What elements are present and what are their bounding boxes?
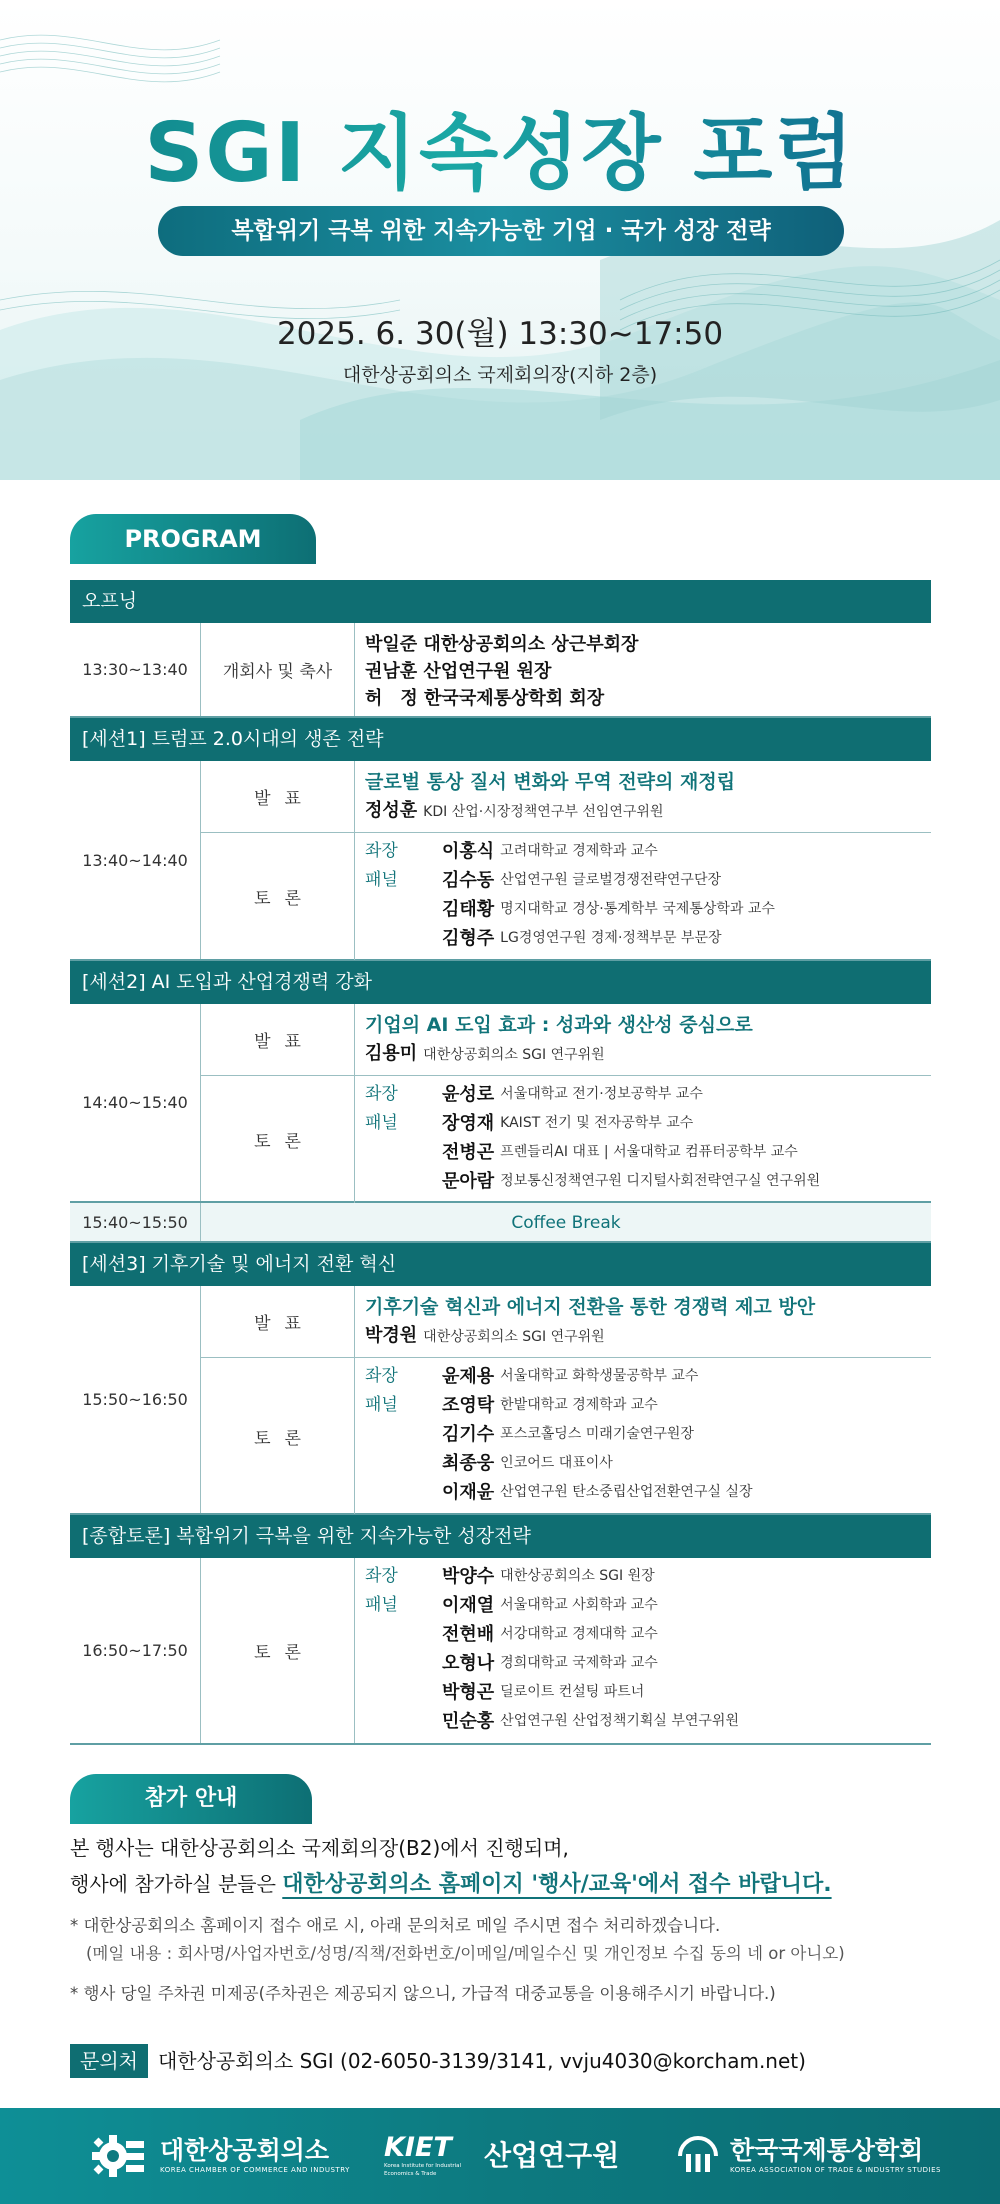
time-cell: 13:40~14:40	[70, 761, 201, 959]
program-tab: PROGRAM	[70, 514, 316, 564]
section-header-session1: [세션1] 트럼프 2.0시대의 생존 전략	[70, 718, 931, 761]
panel-member: 패널 김수동 산업연구원 글로벌경쟁전략연구단장	[365, 866, 921, 895]
section-header-session3: [세션3] 기후기술 및 에너지 전환 혁신	[70, 1243, 931, 1286]
panel-member: 좌장 윤성로 서울대학교 전기·정보공학부 교수	[365, 1080, 921, 1109]
presenter-name: 김용미	[365, 1043, 418, 1064]
panel-role: 패널	[365, 1395, 398, 1415]
presenter-affiliation: 대한상공회의소 SGI 연구위원	[423, 1329, 605, 1345]
panel-member: 좌장 이홍식 고려대학교 경제학과 교수	[365, 837, 921, 866]
time-cell: 16:50~17:50	[70, 1558, 201, 1743]
type-cell: 발표	[201, 761, 355, 832]
presenter-affiliation: 대한상공회의소 SGI 연구위원	[423, 1047, 605, 1063]
opening-speaker: 박일준 대한상공회의소 상근부회장	[365, 634, 639, 655]
panel-member: 박형곤 딜로이트 컨설팅 파트너	[365, 1678, 921, 1707]
type-cell: 토론	[201, 833, 355, 960]
pillar-logo-icon	[676, 2134, 720, 2178]
opening-speaker: 허 정 한국국제통상학회 회장	[365, 688, 605, 709]
coffee-break-row	[70, 1203, 931, 1243]
participation-info	[70, 1830, 950, 1903]
logo1-english: KOREA CHAMBER OF COMMERCE AND INDUSTRY	[160, 2166, 350, 2174]
kiet-mark: KIET	[384, 2132, 452, 2163]
panel-member: 패널 이재열 서울대학교 사회학과 교수	[365, 1591, 921, 1620]
panel-role	[365, 1620, 442, 1649]
presenter-affiliation: KDI 산업·시장정책연구부 선임연구위원	[423, 804, 664, 820]
note-registration: * 대한상공회의소 홈페이지 접수 애로 시, 아래 문의처로 메일 주시면 접수 처리하겠습니다.	[70, 1916, 721, 1935]
panel-role: 패널	[365, 870, 398, 890]
panel-member: 전현배 서강대학교 경제대학 교수	[365, 1620, 921, 1649]
time-cell: 15:40~15:50	[70, 1203, 201, 1241]
table-row	[70, 1004, 931, 1203]
panel-role	[365, 1449, 442, 1478]
contact-label: 문의처	[70, 2044, 148, 2078]
panel-member: 패널 조영탁 한밭대학교 경제학과 교수	[365, 1391, 921, 1420]
event-date: 2025. 6. 30(월) 13:30~17:50	[276, 316, 724, 352]
korcham-logo	[88, 2108, 350, 2204]
panel-role	[365, 1478, 442, 1507]
panel-role	[365, 924, 442, 953]
info-line-2-prefix: 행사에 참가하실 분들은	[70, 1872, 276, 1896]
panel-member: 좌장 박양수 대한상공회의소 SGI 원장	[365, 1562, 921, 1591]
registration-link[interactable]: 대한상공회의소 홈페이지 '행사/교육'에서 접수 바랍니다.	[282, 1872, 832, 1897]
panel-role: 패널	[365, 1113, 398, 1133]
presenter-name: 정성훈	[365, 800, 418, 821]
table-row	[70, 1286, 931, 1515]
note-parking: * 행사 당일 주차권 미제공(주차권은 제공되지 않으니, 가급적 대중교통을 이용해주시기 바랍니다.)	[70, 1984, 776, 2003]
info-line-1: 본 행사는 대한상공회의소 국제회의장(B2)에서 진행되며,	[70, 1836, 569, 1860]
contact-row	[70, 2044, 950, 2078]
panel-role: 좌장	[365, 1566, 398, 1586]
panel-role	[365, 1138, 442, 1167]
participation-tab: 참가 안내	[70, 1774, 312, 1824]
footer-logos	[0, 2108, 1000, 2204]
panel-member: 좌장 윤제용 서울대학교 화학생물공학부 교수	[365, 1362, 921, 1391]
subtitle-banner: 복합위기 극복 위한 지속가능한 기업 · 국가 성장 전략	[158, 206, 844, 256]
kiet-mark-sub: Korea Institute for Industrial Economics & Trade	[384, 2163, 462, 2177]
page-title: SGI 지속성장 포럼	[0, 88, 1000, 205]
panel-role	[365, 1649, 442, 1678]
gear-logo-icon	[88, 2131, 150, 2181]
time-cell: 13:30~13:40	[70, 623, 201, 716]
panel-role	[365, 895, 442, 924]
panel-role: 좌장	[365, 1366, 398, 1386]
panel-member: 김기수 포스코홀딩스 미래기술연구원장	[365, 1420, 921, 1449]
katis-logo	[676, 2108, 941, 2204]
table-row	[70, 1558, 931, 1745]
section-header-general: [종합토론] 복합위기 극복을 위한 지속가능한 성장전략	[70, 1515, 931, 1558]
panel-role	[365, 1167, 442, 1196]
logo3-name: 한국국제통상학회	[730, 2136, 924, 2165]
time-cell: 15:50~16:50	[70, 1286, 201, 1513]
logo3-english: KOREA ASSOCIATION OF TRADE & INDUSTRY STUDIES	[730, 2166, 941, 2174]
type-cell: 토론	[201, 1358, 355, 1514]
presentation-title: 기후기술 혁신과 에너지 전환을 통한 경쟁력 제고 방안	[365, 1296, 816, 1318]
panel-member: 김형주 LG경영연구원 경제·정책부문 부문장	[365, 924, 921, 953]
table-row	[70, 623, 931, 718]
time-cell: 14:40~15:40	[70, 1004, 201, 1201]
panel-member: 김태황 명지대학교 경상·통계학부 국제통상학과 교수	[365, 895, 921, 924]
header-banner	[0, 0, 1000, 480]
presentation-title: 기업의 AI 도입 효과 : 성과와 생산성 중심으로	[365, 1014, 753, 1036]
panel-member: 이재윤 산업연구원 탄소중립산업전환연구실 실장	[365, 1478, 921, 1507]
panel-member: 패널 장영재 KAIST 전기 및 전자공학부 교수	[365, 1109, 921, 1138]
logo2-name: 산업연구원	[484, 2139, 620, 2172]
section-header-opening: 오프닝	[70, 580, 931, 623]
type-cell: 개회사 및 축사	[201, 623, 355, 716]
logo1-name: 대한상공회의소	[160, 2136, 330, 2165]
type-cell: 발표	[201, 1286, 355, 1357]
panel-member: 민순홍 산업연구원 산업정책기획실 부연구위원	[365, 1707, 921, 1736]
panel-role	[365, 1707, 442, 1736]
presenter-name: 박경원	[365, 1325, 418, 1346]
coffee-break-label: Coffee Break	[511, 1213, 621, 1233]
event-venue: 대한상공회의소 국제회의장(지하 2층)	[342, 364, 658, 386]
panel-member: 오형나 경희대학교 국제학과 교수	[365, 1649, 921, 1678]
program-table	[70, 580, 931, 1745]
panel-member: 전병곤 프렌들리AI 대표 | 서울대학교 컴퓨터공학부 교수	[365, 1138, 921, 1167]
panel-role: 좌장	[365, 841, 398, 861]
panel-role	[365, 1420, 442, 1449]
participation-notes	[70, 1912, 950, 2008]
section-header-session2: [세션2] AI 도입과 산업경쟁력 강화	[70, 961, 931, 1004]
panel-role	[365, 1678, 442, 1707]
panel-member: 최종웅 인코어드 대표이사	[365, 1449, 921, 1478]
kiet-logo	[384, 2108, 619, 2204]
type-cell: 토론	[201, 1076, 355, 1203]
panel-role: 패널	[365, 1595, 398, 1615]
opening-speaker: 권남훈 산업연구원 원장	[365, 661, 552, 682]
panel-member: 문아람 정보통신정책연구원 디지털사회전략연구실 연구위원	[365, 1167, 921, 1196]
table-row	[70, 761, 931, 961]
note-mail-content: (메일 내용 : 회사명/사업자번호/성명/직책/전화번호/이메일/메일수신 및 개인정보 수집 동의 네 or 아니오)	[86, 1944, 845, 1963]
type-cell: 발표	[201, 1004, 355, 1075]
contact-info: 대한상공회의소 SGI (02-6050-3139/3141, vvju4030@korcham.net)	[157, 2049, 806, 2073]
panel-role: 좌장	[365, 1084, 398, 1104]
type-cell: 토론	[201, 1558, 355, 1743]
presentation-title: 글로벌 통상 질서 변화와 무역 전략의 재정립	[365, 771, 736, 793]
